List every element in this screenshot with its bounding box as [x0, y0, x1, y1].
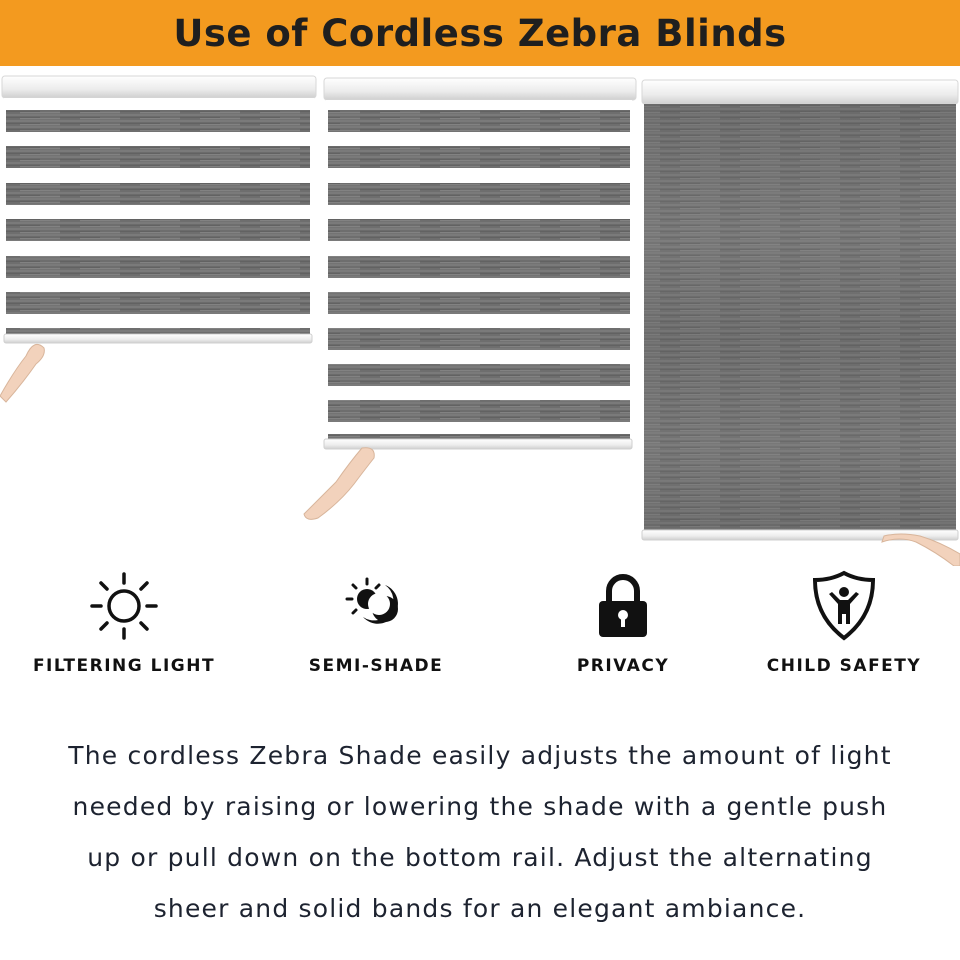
feature-child-safety	[724, 566, 960, 676]
feature-privacy	[503, 566, 743, 676]
description-line: needed by raising or lowering the shade with a gentle push	[72, 792, 888, 821]
closed-blind	[642, 80, 960, 566]
page-title: Use of Cordless Zebra Blinds	[173, 11, 787, 55]
open-blind	[0, 76, 316, 402]
feature-semi-shade	[256, 566, 496, 676]
semi-blind	[304, 78, 636, 519]
description-text	[20, 730, 940, 934]
blinds-illustration	[0, 66, 960, 566]
feature-label: CHILD SAFETY	[766, 656, 922, 676]
feature-label: SEMI-SHADE	[308, 656, 444, 676]
description-line: The cordless Zebra Shade easily adjusts the amount of light	[68, 741, 892, 770]
feature-filtering-light	[4, 566, 244, 676]
feature-label: PRIVACY	[576, 656, 670, 676]
shield-child-icon	[811, 566, 877, 646]
sun-moon-icon	[341, 566, 411, 646]
description-line: up or pull down on the bottom rail. Adjust the alternating	[87, 843, 873, 872]
description-line: sheer and solid bands for an elegant ambiance.	[153, 894, 807, 923]
lock-icon	[593, 566, 653, 646]
feature-label: FILTERING LIGHT	[32, 656, 216, 676]
features-row	[0, 566, 960, 696]
title-banner	[0, 0, 960, 66]
sun-icon	[89, 566, 159, 646]
